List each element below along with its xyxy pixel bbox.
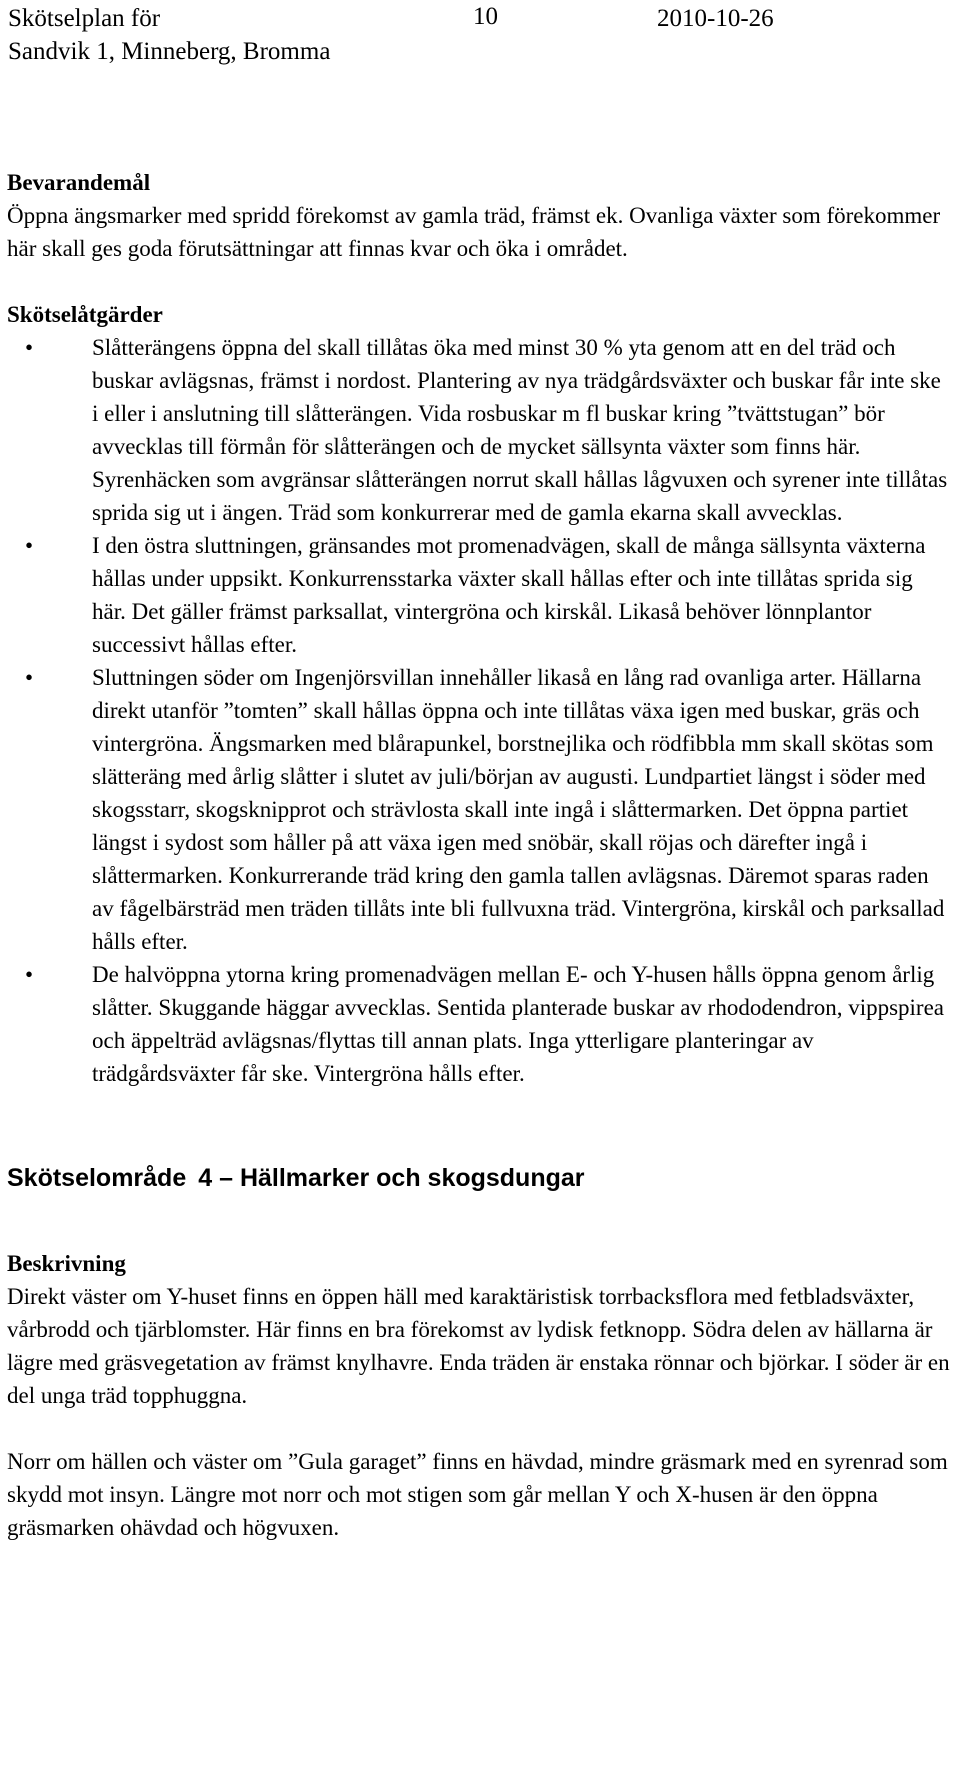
beskrivning-paragraph-2: Norr om hällen och väster om ”Gula garaget” finns en hävdad, mindre gräsmark med en syrenrad som skydd mot insyn. Längre mot norr och mot stigen som går mellan Y och X-husen är den öppna gräsmarken ohävdad och högvuxen.: [7, 1449, 948, 1540]
bullet-icon: •: [25, 665, 34, 690]
section-title-part-1: Skötselområde: [7, 1164, 187, 1192]
page-content: [7, 166, 952, 1544]
list-item-text: Slåtterängens öppna del skall tillåtas öka med minst 30 % yta genom att en del träd och buskar avlägsnas, främst i nordost. Plantering av nya trädgårdsväxter och buskar får inte ske i eller i anslutning till slåtterängen. Vida rosbuskar m fl buskar kring ”tvättstugan” bör avvecklas till förmån för slåtterängen och de mycket sällsynta växter som finns här. Syrenhäcken som avgränsar slåtterängen norrut skall hållas lågvuxen och syrener inte tillåtas sprida sig ut i ängen. Träd som konkurrerar med de gamla ekarna skall avvecklas.: [92, 335, 948, 525]
list-item: [7, 529, 952, 661]
bullet-icon: •: [25, 335, 34, 360]
list-item-text: I den östra sluttningen, gränsandes mot promenadvägen, skall de många sällsynta växterna hållas under uppsikt. Konkurrensstarka växter skall hållas efter och inte tillåtas sprida sig här. Det gäller främst parksallat, vintergröna och kirskål. Likaså behöver lönnplantor successivt hållas efter.: [92, 533, 926, 657]
page-number: 10: [473, 3, 498, 30]
page-header: [8, 2, 952, 68]
document-title-line-2: Sandvik 1, Minneberg, Bromma: [8, 38, 331, 65]
skotselatgarder-list: [7, 331, 952, 1090]
list-item-text: De halvöppna ytorna kring promenadvägen mellan E- och Y-husen hålls öppna genom årlig slåtter. Skuggande häggar avvecklas. Sentida planterade buskar av rhododendron, vippspirea och äppelträd avlägsnas/flyttas till annan plats. Inga ytterligare planteringar av trädgårdsväxter får ske. Vintergröna hålls efter.: [92, 962, 945, 1086]
section-4-title: [7, 1162, 952, 1195]
section-title-part-2: 4 – Hällmarker och skogsdungar: [198, 1164, 585, 1192]
list-item: [7, 958, 952, 1090]
list-item: [7, 661, 952, 958]
document-date: 2010-10-26: [657, 5, 774, 32]
document-title-line-1: Skötselplan för: [8, 5, 161, 32]
list-item-text: Sluttningen söder om Ingenjörsvillan innehåller likaså en lång rad ovanliga arter. Hällarna direkt utanför ”tomten” skall hållas öppna och inte tillåtas växa igen med buskar, gräs och vintergröna. Ängsmarken med blårapunkel, borstnejlika och rödfibbla mm skall skötas som slätteräng med årlig slåtter i slutet av juli/början av augusti. Lundpartiet längst i söder med skogsstarr, skogsknipprot och strävlosta skall inte ingå i slåttermarken. Det öppna partiet längst i sydost som håller på att växa igen med snöbär, skall röjas och därefter ingå i slåttermarken. Konkurrerande träd kring den gamla tallen avlägsnas. Däremot sparas raden av fågelbärsträd men träden tillåts inte bli fullvuxna träd. Vintergröna, kirskål och parksallad hålls efter.: [92, 665, 945, 954]
beskrivning-paragraph-1: Direkt väster om Y-huset finns en öppen häll med karaktäristisk torrbacksflora med fetbladsväxter, vårbrodd och tjärblomster. Här finns en bra förekomst av lydisk fetknopp. Södra delen av hällarna är lägre med gräsvegetation av främst knylhavre. Enda träden är enstaka rönnar och björkar. I söder är en del unga träd topphuggna.: [7, 1284, 950, 1408]
bullet-icon: •: [25, 533, 34, 558]
skotselatgarder-heading: Skötselåtgärder: [7, 302, 163, 327]
list-item: [7, 331, 952, 529]
document-title: [8, 2, 330, 68]
bullet-icon: •: [25, 962, 34, 987]
bevarandemal-heading: Bevarandemål: [7, 170, 151, 195]
beskrivning-heading: Beskrivning: [7, 1251, 126, 1276]
bevarandemal-text: Öppna ängsmarker med spridd förekomst av gamla träd, främst ek. Ovanliga växter som förekommer här skall ges goda förutsättningar att finnas kvar och öka i området.: [7, 203, 941, 261]
